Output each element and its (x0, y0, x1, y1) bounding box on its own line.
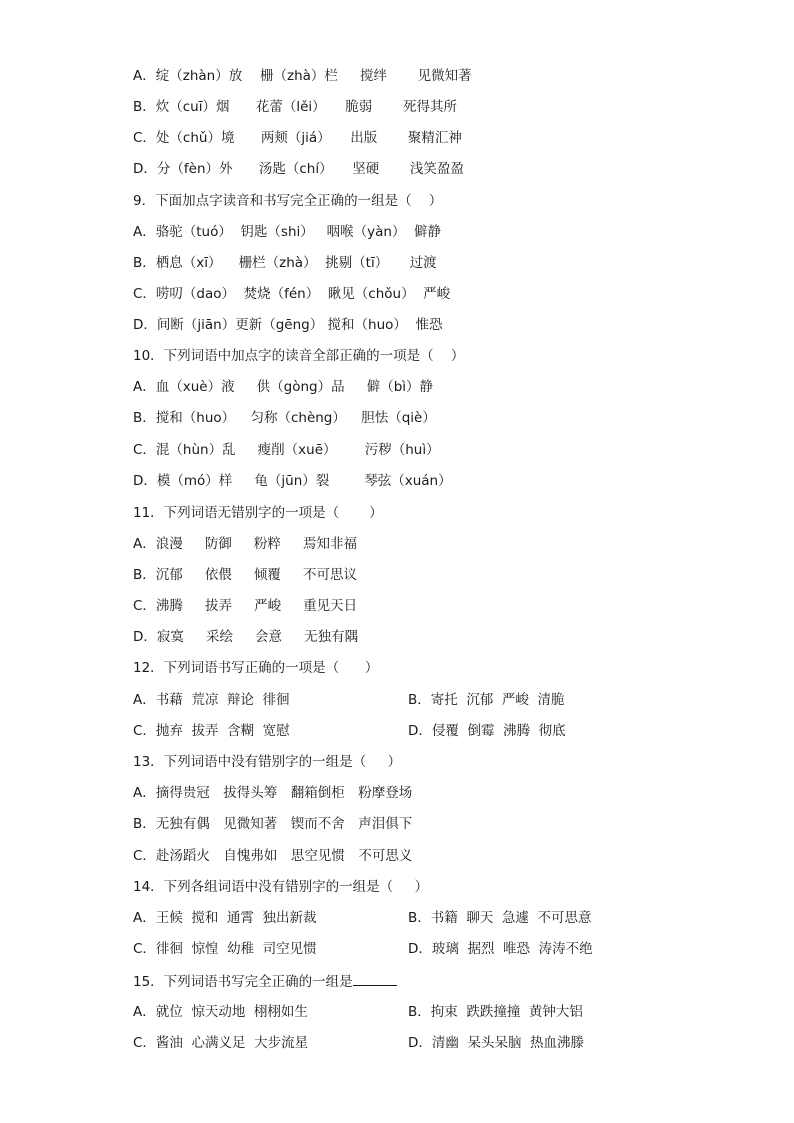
q8-option-c: C．处（chǔ）境 两颊（jiá） 出版 聚精汇神 (133, 130, 462, 146)
q11-option-b: B．沉郁 依偎 倾覆 不可思议 (133, 567, 358, 583)
q12-option-a: A．书藉 荒凉 辩论 徘徊 (133, 692, 290, 708)
q13-stem: 13．下列词语中没有错别字的一组是（ ） (133, 754, 402, 770)
q11-option-a: A．浪漫 防御 粉粹 焉知非福 (133, 536, 357, 552)
q13-option-c: C．赴汤蹈火 自愧弗如 思空见惯 不可思义 (133, 848, 413, 864)
q10-option-b: B．搅和（huo） 匀称（chèng） 胆怯（qiè） (133, 410, 436, 426)
q10-option-d: D．模（mó）样 龟（jūn）裂 琴弦（xuán） (133, 473, 452, 489)
q8-option-b: B．炊（cuī）烟 花蕾（lěi） 脆弱 死得其所 (133, 99, 457, 115)
q15-option-a: A．就位 惊天动地 栩栩如生 (133, 1004, 308, 1020)
q15-option-d: D．清幽 呆头呆脑 热血沸滕 (408, 1035, 585, 1051)
q14-stem: 14．下列各组词语中没有错别字的一组是（ ） (133, 879, 429, 895)
q14-option-b: B．书籍 聊天 急遽 不可思意 (408, 910, 592, 926)
q12-option-b: B．寄托 沉郁 严峻 清脆 (408, 692, 565, 708)
q13-option-b: B．无独有偶 见微知著 锲而不舍 声泪俱下 (133, 816, 413, 832)
q10-option-c: C．混（hùn）乱 瘦削（xuē） 污秽（huì） (133, 442, 440, 458)
q15-stem: 15．下列词语书写完全正确的一组是 (133, 974, 353, 990)
q11-stem: 11．下列词语无错别字的一项是（ ） (133, 505, 383, 521)
q11-option-c: C．沸腾 拔弄 严峻 重见天日 (133, 598, 358, 614)
q10-option-a: A．血（xuè）液 供（gòng）品 僻（bì）静 (133, 379, 434, 395)
q8-option-a: A．绽（zhàn）放 栅（zhà）栏 搅绊 见微知著 (133, 68, 472, 84)
q9-option-b: B．栖息（xī） 栅栏（zhà） 挑剔（tī） 过渡 (133, 255, 437, 271)
q9-stem: 9．下面加点字读音和书写完全正确的一组是（ ） (133, 193, 443, 209)
q10-stem: 10．下列词语中加点字的读音全部正确的一项是（ ） (133, 348, 465, 364)
q12-option-c: C．抛弃 拔弄 含糊 宽慰 (133, 723, 290, 739)
q9-option-d: D．间断（jiān）更新（gēng） 搅和（huo） 惟恐 (133, 317, 443, 333)
q14-option-a: A．王候 搅和 通霄 独出新裁 (133, 910, 317, 926)
q9-option-c: C．唠叨（dao） 焚烧（fén） 瞅见（chǒu） 严峻 (133, 286, 451, 302)
answer-blank (353, 972, 397, 986)
q12-stem: 12．下列词语书写正确的一项是（ ） (133, 660, 379, 676)
q14-option-c: C．徘徊 惊惶 幼稚 司空见惯 (133, 941, 317, 957)
q9-option-a: A．骆驼（tuó） 钥匙（shi） 咽喉（yàn） 僻静 (133, 224, 442, 240)
q15-option-b: B．拘束 跌跌撞撞 黄钟大铝 (408, 1004, 583, 1020)
q15-stem-row (133, 972, 397, 991)
q14-option-d: D．玻璃 据烈 唯恐 涛涛不绝 (408, 941, 593, 957)
q8-option-d: D．分（fèn）外 汤匙（chí） 坚硬 浅笑盈盈 (133, 161, 464, 177)
q15-option-c: C．酱油 心满义足 大步流星 (133, 1035, 309, 1051)
q13-option-a: A．摘得贵冠 拔得头筹 翻箱倒柜 粉摩登场 (133, 785, 413, 801)
q12-option-d: D．侵覆 倒霉 沸腾 彻底 (408, 723, 566, 739)
q11-option-d: D．寂寞 采绘 会意 无独有隅 (133, 629, 359, 645)
